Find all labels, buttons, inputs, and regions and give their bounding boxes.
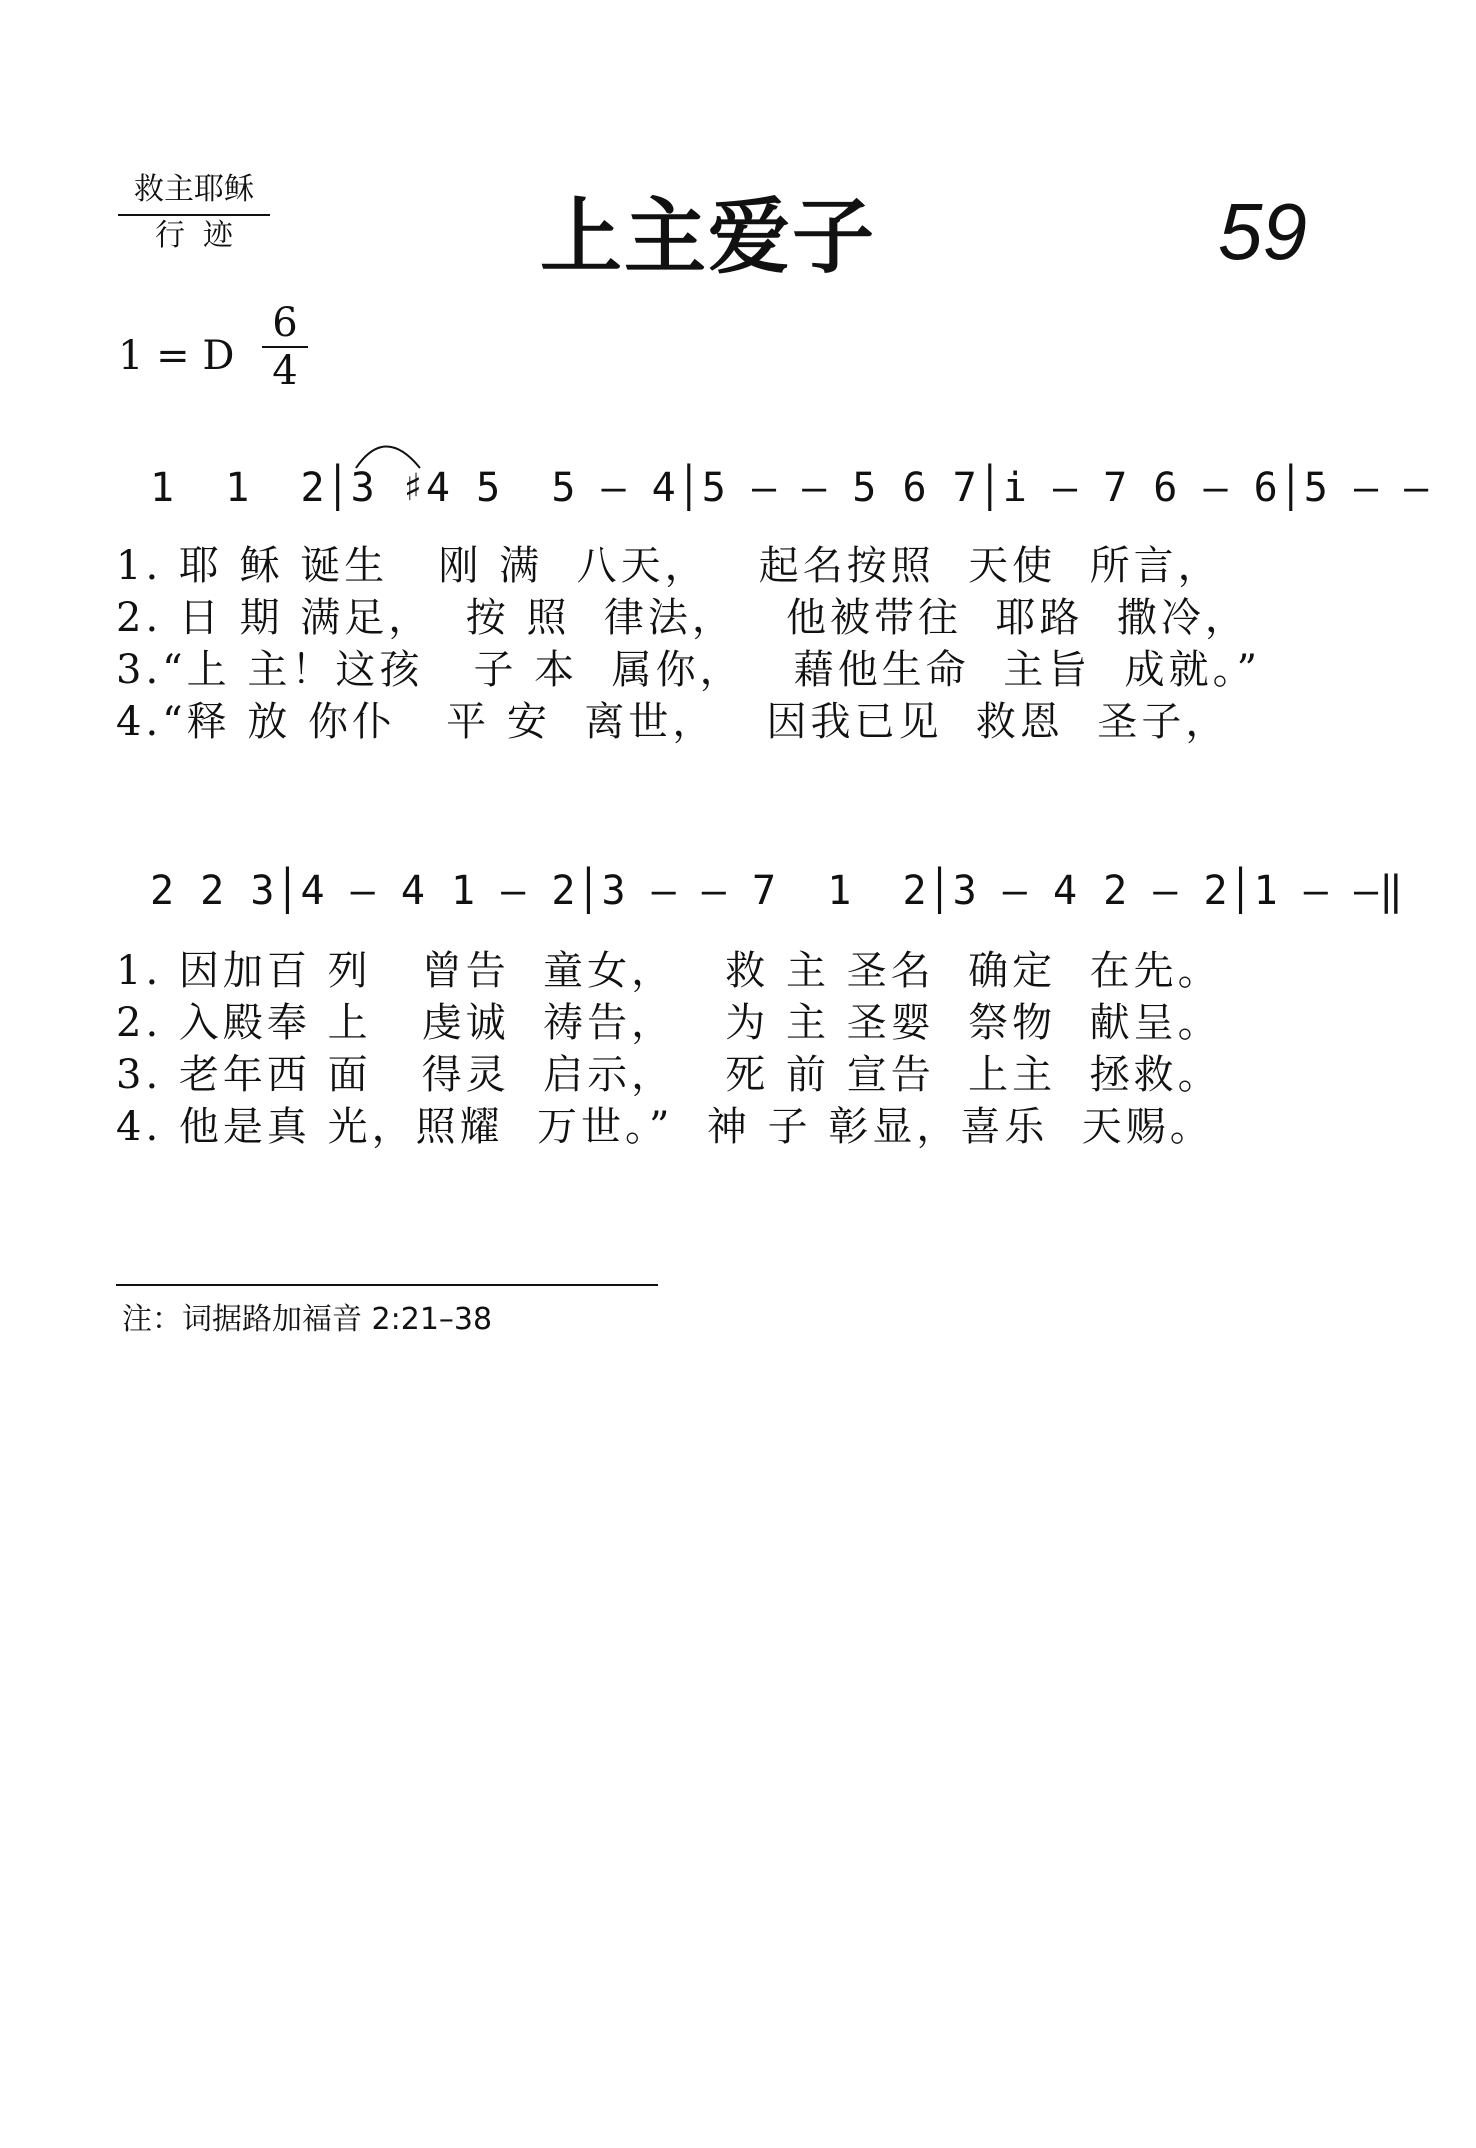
category-top: 救主耶稣 bbox=[118, 170, 270, 216]
lyric-verse-3: 3. 老年西 面 得灵 启示， 死 前 宣告 上主 拯救。 bbox=[116, 1052, 1222, 1098]
lyric-verse-4: 4.“释 放 你仆 平 安 离世， 因我已见 救恩 圣子， bbox=[116, 699, 1230, 745]
hymn-number: 59 bbox=[1218, 187, 1307, 276]
lyric-verse-2: 2. 日 期 满足， 按 照 律法， 他被带往 耶路 撒冷， bbox=[116, 595, 1249, 641]
lyric-verse-1: 1. 耶 稣 诞生 刚 满 八天， 起名按照 天使 所言， bbox=[116, 543, 1222, 589]
lyric-verse-2: 2. 入殿奉 上 虔诚 祷告， 为 主 圣婴 祭物 献呈。 bbox=[116, 1000, 1222, 1046]
notation-line-1: 1 1 2│3 ♯4 5 5 – 4│5 – – 5 6 7│i – 7 6 – 6│5 – – bbox=[150, 465, 1430, 511]
lyric-verse-3: 3.“上 主！这孩 子 本 属你， 藉他生命 主旨 成就。” bbox=[116, 647, 1262, 693]
lyrics-block-1 bbox=[116, 540, 1261, 748]
category-bottom: 行迹 bbox=[155, 218, 251, 253]
key-signature: 1 = D bbox=[118, 333, 235, 379]
notation-line-2: 2 2 3│4 – 4 1 – 2│3 – – 7 1 2│3 – 4 2 – 2│1 – –‖ bbox=[150, 868, 1405, 914]
time-denominator: 4 bbox=[272, 348, 298, 394]
footnote: 注：词据路加福音 2:21–38 bbox=[122, 1302, 493, 1337]
lyric-verse-1: 1. 因加百 列 曾告 童女， 救 主 圣名 确定 在先。 bbox=[116, 948, 1222, 994]
hymn-title: 上主爱子 bbox=[540, 190, 877, 285]
time-numerator: 6 bbox=[262, 300, 308, 348]
lyric-verse-4: 4. 他是真 光，照耀 万世。” 神 子 彰显，喜乐 天赐。 bbox=[116, 1104, 1214, 1150]
lyrics-block-2 bbox=[116, 945, 1222, 1153]
footnote-divider bbox=[116, 1284, 658, 1286]
